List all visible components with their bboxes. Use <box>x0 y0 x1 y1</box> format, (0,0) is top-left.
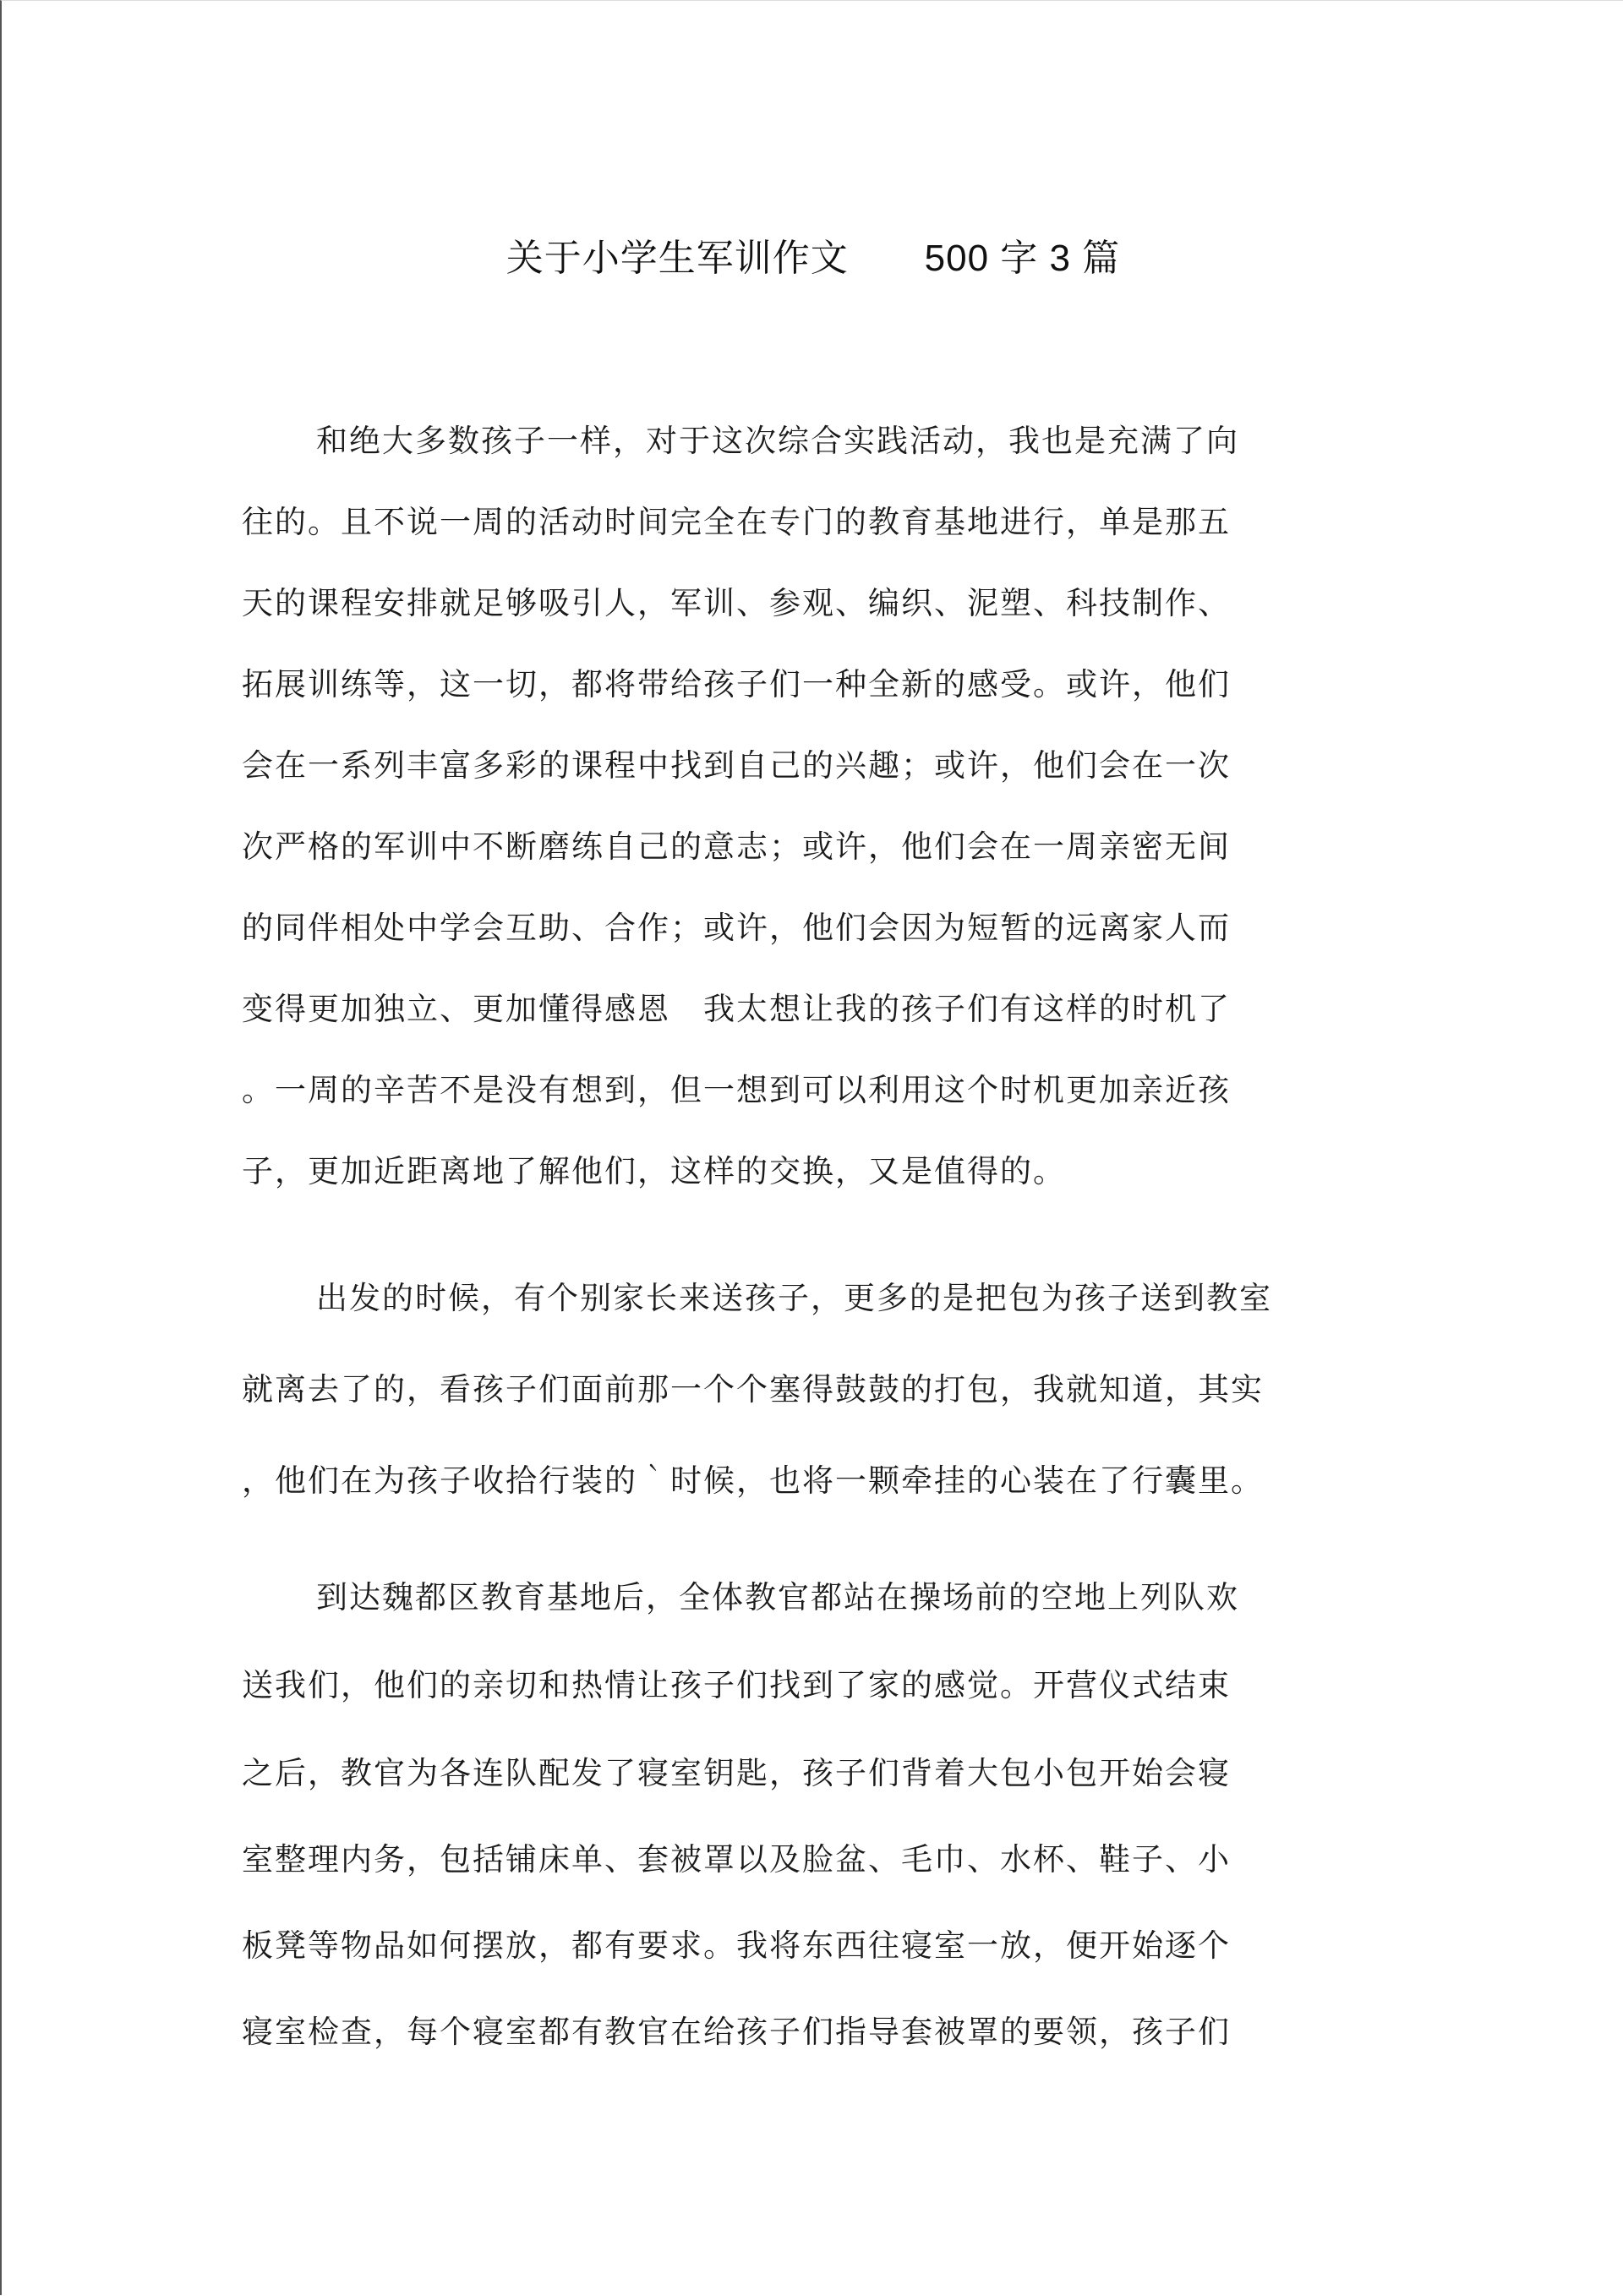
paragraph-line: 到达魏都区教育基地后，全体教官都站在操场前的空地上列队欢 <box>316 1579 1239 1615</box>
paragraph-line: ，他们在为孩子收拾行装的｀时候，也将一颗牵挂的心装在了行囊里。 <box>242 1462 1264 1499</box>
title-main: 关于小学生军训作文 <box>505 237 849 280</box>
paragraph-line: 出发的时候，有个别家长来送孩子，更多的是把包为孩子送到教室 <box>316 1280 1272 1316</box>
paragraph-line: 会在一系列丰富多彩的课程中找到自己的兴趣；或许，他们会在一次 <box>242 747 1231 784</box>
paragraph-line: 就离去了的，看孩子们面前那一个个塞得鼓鼓的打包，我就知道，其实 <box>242 1371 1264 1408</box>
paragraph-line: 板凳等物品如何摆放，都有要求。我将东西往寝室一放，便开始逐个 <box>242 1927 1231 1964</box>
paragraph-line: 子，更加近距离地了解他们，这样的交换，又是值得的。 <box>242 1153 1066 1189</box>
paragraph-line: 室整理内务，包括铺床单、套被罩以及脸盆、毛巾、水杯、鞋子、小 <box>242 1841 1231 1878</box>
paragraph-line: 寝室检查，每个寝室都有教官在给孩子们指导套被罩的要领，孩子们 <box>242 2014 1231 2050</box>
paragraph-line: 天的课程安排就足够吸引人，军训、参观、编织、泥塑、科技制作、 <box>242 585 1231 621</box>
paragraph-line: 拓展训练等，这一切，都将带给孩子们一种全新的感受。或许，他们 <box>242 666 1231 702</box>
title-suffix: 500 字 3 篇 <box>924 238 1121 279</box>
paragraph-line: 的同伴相处中学会互助、合作；或许，他们会因为短暂的远离家人而 <box>242 910 1231 946</box>
paragraph-line: 变得更加独立、更加懂得感恩 我太想让我的孩子们有这样的时机了 <box>242 991 1231 1027</box>
paragraph-line: 之后，教官为各连队配发了寝室钥匙，孩子们背着大包小包开始会寝 <box>242 1755 1231 1791</box>
paragraph-line: 。一周的辛苦不是没有想到，但一想到可以利用这个时机更加亲近孩 <box>242 1072 1231 1108</box>
paragraph-line: 次严格的军训中不断磨练自己的意志；或许，他们会在一周亲密无间 <box>242 828 1231 865</box>
paragraph-line: 往的。且不说一周的活动时间完全在专门的教育基地进行，单是那五 <box>242 504 1231 540</box>
paragraph-line: 送我们，他们的亲切和热情让孩子们找到了家的感觉。开营仪式结束 <box>242 1667 1231 1703</box>
document-title <box>2 227 1623 282</box>
paragraph-line: 和绝大多数孩子一样，对于这次综合实践活动，我也是充满了向 <box>316 423 1239 459</box>
